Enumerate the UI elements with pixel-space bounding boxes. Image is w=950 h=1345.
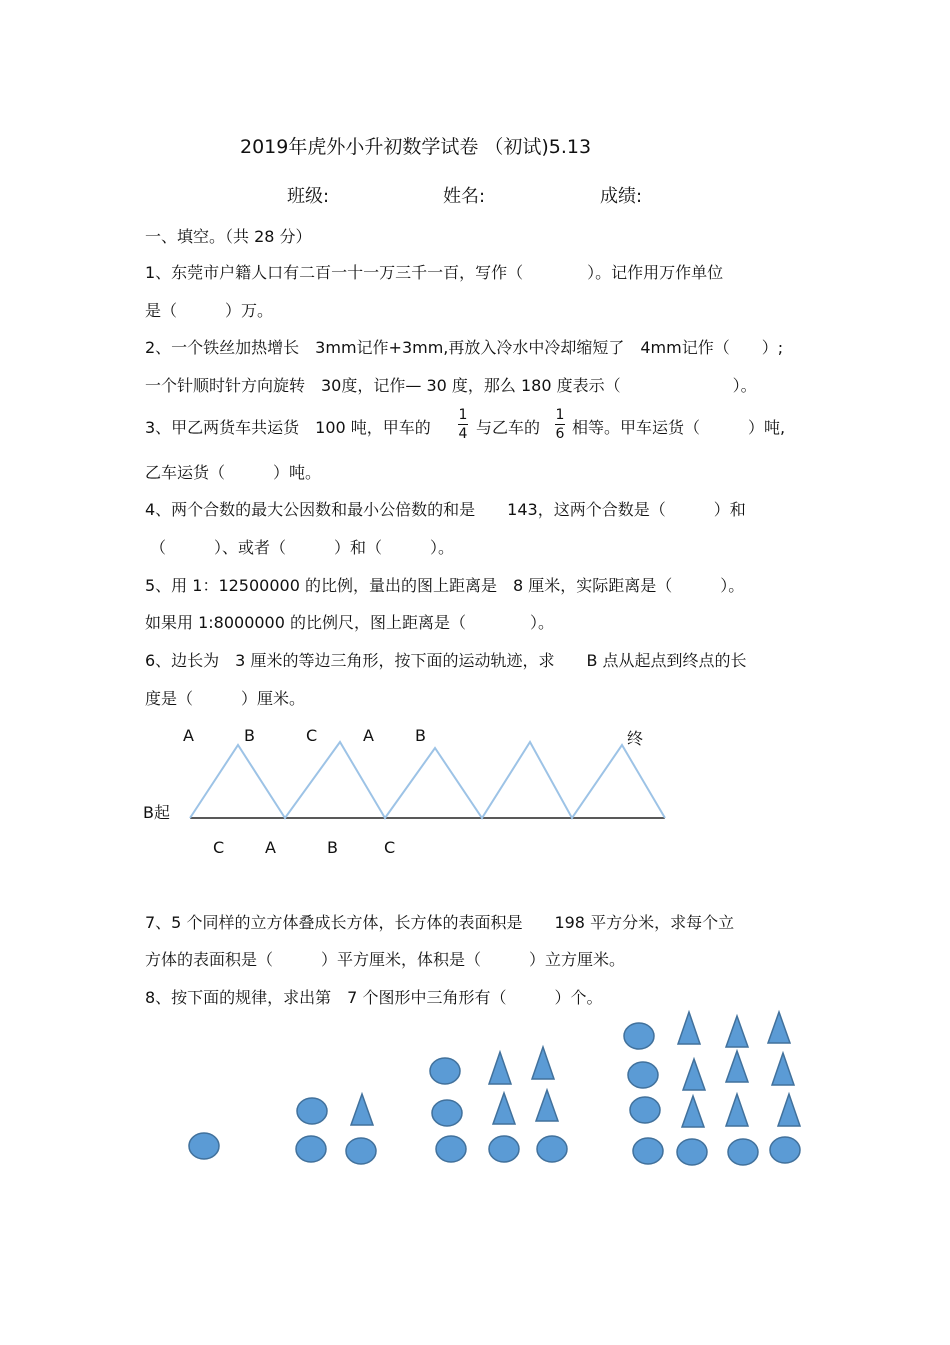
triangle-shape bbox=[682, 1096, 704, 1127]
circle-shape bbox=[630, 1097, 660, 1123]
triangle-shape bbox=[726, 1016, 748, 1047]
fraction-numerator: 1 bbox=[458, 407, 468, 423]
triangle-shape bbox=[683, 1059, 705, 1090]
vertex-label: B bbox=[415, 726, 426, 745]
question-4-line-2: （ ）、或者（ ）和（ ）。 bbox=[150, 538, 455, 557]
circle-shape bbox=[728, 1139, 758, 1165]
question-6-line-2: 度是（ ）厘米。 bbox=[145, 689, 306, 708]
question-1-line-2: 是（ ）万。 bbox=[145, 301, 274, 320]
triangle-shape bbox=[778, 1094, 800, 1126]
circle-shape bbox=[628, 1062, 658, 1088]
vertex-label: B bbox=[244, 726, 255, 745]
question-5-line-2: 如果用 1:8000000 的比例尺，图上距离是（ ）。 bbox=[145, 613, 555, 632]
triangle-shape bbox=[532, 1047, 554, 1079]
section-heading: 一、填空。（共 28 分） bbox=[145, 227, 312, 246]
question-7-line-1: 7、5 个同样的立方体叠成长方体，长方体的表面积是 198 平方分米，求每个立 bbox=[145, 913, 735, 932]
vertex-label: B bbox=[327, 838, 338, 857]
triangle-shape bbox=[726, 1051, 748, 1082]
circle-shape bbox=[436, 1136, 466, 1162]
question-2-line-2: 一个针顺时针方向旋转 30度，记作— 30 度，那么 180 度表示（ ）。 bbox=[145, 376, 757, 395]
vertex-label: C bbox=[306, 726, 318, 745]
question-3-line-2: 乙车运货（ ）吨。 bbox=[145, 463, 322, 482]
vertex-label: A bbox=[363, 726, 374, 745]
question-6-line-1: 6、边长为 3 厘米的等边三角形，按下面的运动轨迹，求 B 点从起点到终点的长 bbox=[145, 651, 747, 670]
question-5-line-1: 5、用 1：12500000 的比例，量出的图上距离是 8 厘米，实际距离是（ ）。 bbox=[145, 576, 745, 595]
circle-shape bbox=[430, 1058, 460, 1084]
question-8-line-1: 8、按下面的规律，求出第 7 个图形中三角形有（ ）个。 bbox=[145, 988, 603, 1007]
fraction-denominator: 6 bbox=[555, 426, 565, 442]
vertex-label: C bbox=[384, 838, 396, 857]
score-label: 成绩: bbox=[600, 186, 643, 207]
circle-shape bbox=[296, 1136, 326, 1162]
vertex-label: C bbox=[213, 838, 225, 857]
question-7-line-2: 方体的表面积是（ ）平方厘米，体积是（ ）立方厘米。 bbox=[145, 950, 626, 969]
vertex-label: A bbox=[183, 726, 194, 745]
fraction-numerator: 1 bbox=[555, 407, 565, 423]
circle-shape bbox=[677, 1139, 707, 1165]
triangle-shape bbox=[351, 1094, 373, 1125]
class-label: 班级: bbox=[287, 186, 330, 207]
circle-shape bbox=[633, 1138, 663, 1164]
circle-shape bbox=[189, 1133, 219, 1159]
page-title: 2019年虎外小升初数学试卷 （初试)5.13 bbox=[240, 136, 592, 158]
question-3-part-c: 相等。甲车运货（ ）吨, bbox=[572, 418, 786, 437]
question-4-line-1: 4、两个合数的最大公因数和最小公倍数的和是 143，这两个合数是（ ）和 bbox=[145, 500, 746, 519]
triangle-shape bbox=[772, 1053, 794, 1085]
triangle-shape bbox=[678, 1012, 700, 1044]
question-3-part-a: 3、甲乙两货车共运货 100 吨，甲车的 bbox=[145, 418, 431, 437]
circle-shape bbox=[537, 1136, 567, 1162]
fraction-denominator: 4 bbox=[458, 426, 468, 442]
triangle-shape bbox=[536, 1090, 558, 1121]
question-1-line-1: 1、东莞市户籍人口有二百一十一万三千一百，写作（ ）。记作用万作单位 bbox=[145, 263, 724, 282]
start-label: B起 bbox=[143, 803, 170, 822]
vertex-label: A bbox=[265, 838, 276, 857]
triangle-shape bbox=[493, 1093, 515, 1124]
triangle-shape bbox=[726, 1094, 748, 1126]
circle-shape bbox=[489, 1136, 519, 1162]
triangle-shape bbox=[768, 1012, 790, 1043]
triangle-shape bbox=[489, 1052, 511, 1084]
end-label: 终 bbox=[627, 729, 644, 748]
circle-shape bbox=[432, 1100, 462, 1126]
name-label: 姓名: bbox=[443, 186, 486, 207]
question-3-part-b: 与乙车的 bbox=[476, 418, 541, 437]
question-2-line-1: 2、一个铁丝加热增长 3mm记作+3mm,再放入冷水中冷却缩短了 4mm记作（ ）; bbox=[145, 338, 784, 357]
circle-shape bbox=[624, 1023, 654, 1049]
circle-shape bbox=[346, 1138, 376, 1164]
circle-shape bbox=[297, 1098, 327, 1124]
circle-shape bbox=[770, 1137, 800, 1163]
